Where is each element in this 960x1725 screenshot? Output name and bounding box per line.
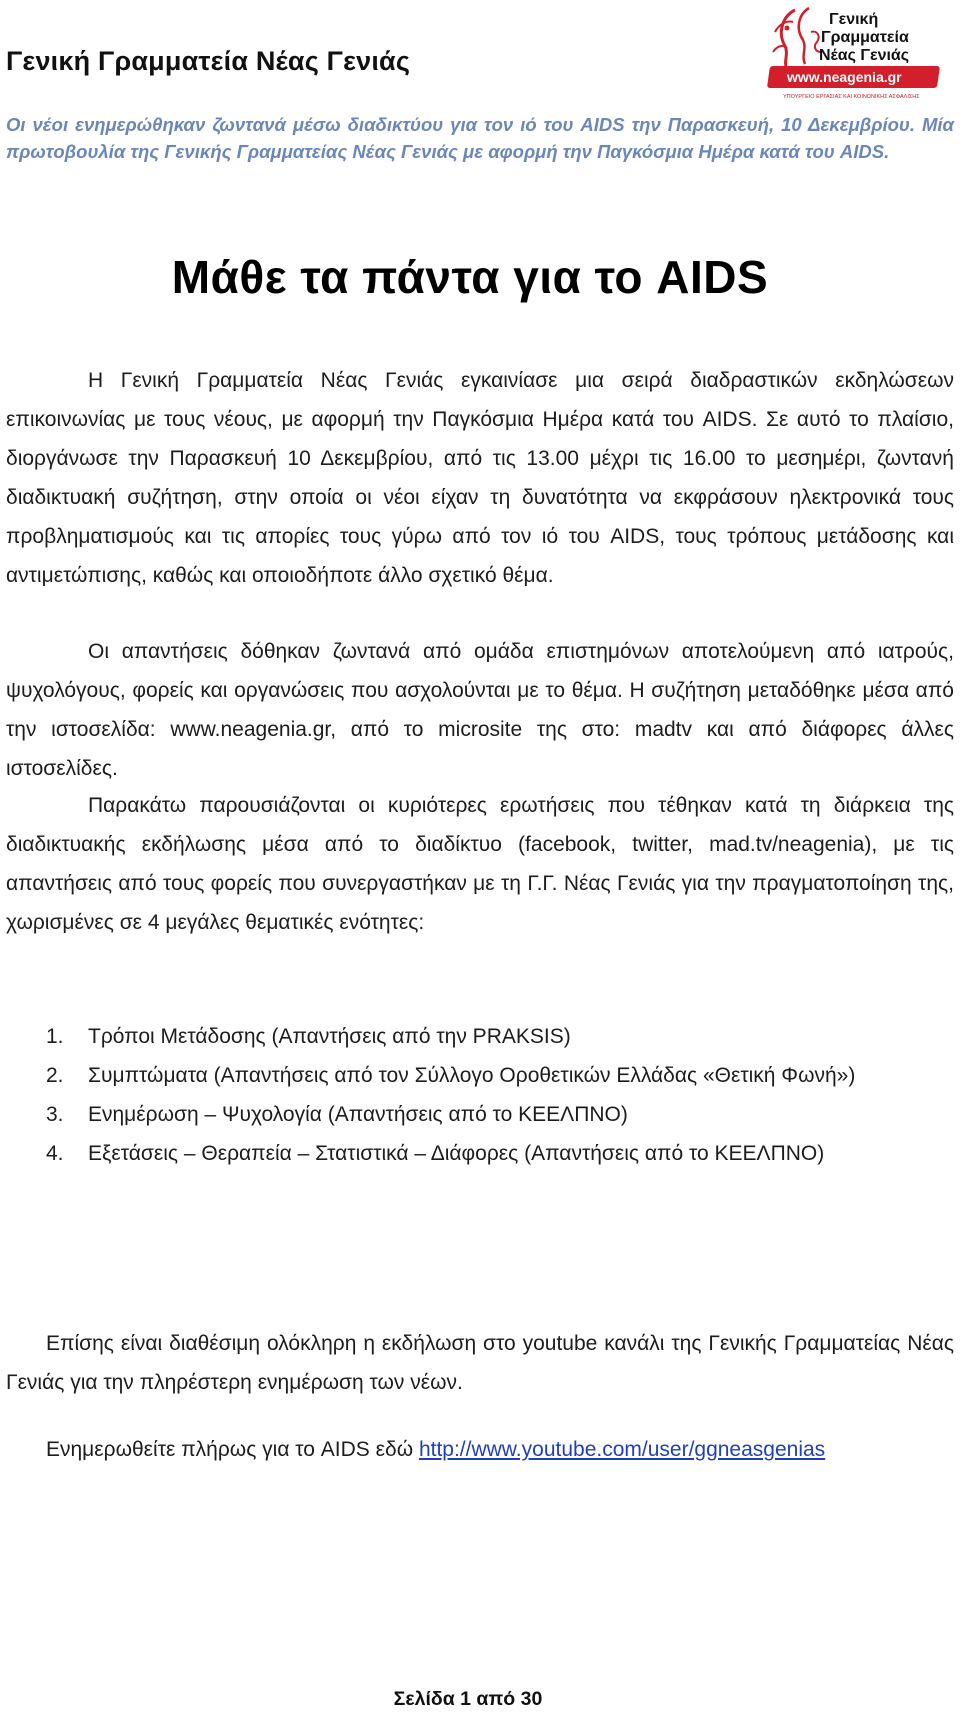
logo-ministry: ΥΠΟΥΡΓΕΙΟ ΕΡΓΑΣΙΑΣ ΚΑΙ ΚΟΙΝΩΝΙΚΗΣ ΑΣΦΑΛΙΣΗΣ: [783, 94, 920, 100]
page-number-footer: Σελίδα 1 από 30: [393, 1688, 543, 1710]
topic-text: Εξετάσεις – Θεραπεία – Στατιστικά – Διάφορες (Απαντήσεις από το ΚΕΕΛΠΝΟ): [88, 1142, 825, 1165]
intro-summary: Οι νέοι ενημερώθηκαν ζωντανά μέσω διαδικτύου για τον ιό του AIDS την Παρασκευή, 10 Δεκεμβρίου. Μία πρωτοβουλία της Γενικής Γραμματείας Νέας Γενιάς με αφορμή την Παγκόσμια Ημέρα κατά του AIDS.: [6, 114, 954, 162]
organization-logo: [765, 2, 955, 106]
paragraph-3: Παρακάτω παρουσιάζονται οι κυριότερες ερωτήσεις που τέθηκαν κατά τη διάρκεια της διαδικτυακής εκδήλωσης μέσα από το διαδίκτυο (facebook, twitter, mad.tv/neagenia), με τις απαντήσεις από τους φορείς που συνεργαστήκαν με τη Γ.Γ. Νέας Γενιάς για την πραγματοποίηση της, χωρισμένες σε 4 μεγάλες θεματικές ενότητες:: [6, 794, 954, 934]
topic-number: 3.: [46, 1103, 64, 1126]
paragraph-1: Η Γενική Γραμματεία Νέας Γενιάς εγκαινίασε μια σειρά διαδραστικών εκδηλώσεων επικοινωνίας με τους νέους, με αφορμή την Παγκόσμια Ημέρα κατά του AIDS. Σε αυτό το πλαίσιο, διοργάνωσε την Παρασκευή 10 Δεκεμβρίου, από τις 13.00 μέχρι τις 16.00 το μεσημέρι, ζωντανή διαδικτυακή συζήτηση, στην οποία οι νέοι είχαν τη δυνατότητα να εκφράσουν ηλεκτρονικά τους προβληματισμούς και τις απορίες τους γύρω από τον ιό του AIDS, τους τρόπους μετάδοσης και αντιμετώπισης, καθώς και οποιοδήποτε άλλο σχετικό θέμα.: [6, 369, 954, 587]
topic-number: 1.: [46, 1025, 64, 1048]
topic-item: [6, 1017, 954, 1056]
main-title: Μάθε τα πάντα για το AIDS: [171, 251, 769, 303]
topic-number: 2.: [46, 1064, 64, 1087]
logo-text-line2: Γραμματεία: [821, 29, 909, 46]
topics-list: [6, 1017, 954, 1173]
topic-text: Συμπτώματα (Απαντήσεις από τον Σύλλογο Οροθετικών Ελλάδας «Θετική Φωνή»): [88, 1064, 856, 1087]
topic-item: [6, 1134, 954, 1173]
youtube-channel-link[interactable]: http://www.youtube.com/user/ggneasgenias: [418, 1438, 826, 1461]
paragraph-2: Οι απαντήσεις δόθηκαν ζωντανά από ομάδα επιστημόνων αποτελούμενη από ιατρούς, ψυχολόγους, φορείς και οργανώσεις που ασχολούνται με το θέμα. Η συζήτηση μεταδόθηκε μέσα από την ιστοσελίδα: www.neagenia.gr, από το microsite της στο: madtv και από διάφορες άλλες ιστοσελίδες.: [6, 640, 954, 780]
info-line: [46, 1438, 825, 1462]
header-title: Γενική Γραμματεία Νέας Γενιάς: [6, 46, 411, 76]
topic-text: Ενημέρωση – Ψυχολογία (Απαντήσεις από το ΚΕΕΛΠΝΟ): [88, 1103, 628, 1126]
topic-item: [6, 1095, 954, 1134]
logo-text-line1: Γενική: [829, 11, 879, 28]
topic-text: Τρόποι Μετάδοσης (Απαντήσεις από την PRAKSIS): [88, 1025, 571, 1048]
logo-url: www.neagenia.gr: [787, 69, 902, 85]
paragraph-4: Επίσης είναι διαθέσιμη ολόκληρη η εκδήλωση στο youtube κανάλι της Γενικής Γραμματείας Νέας Γενιάς για την πληρέστερη ενημέρωση των νέων.: [6, 1332, 954, 1394]
topic-number: 4.: [46, 1142, 64, 1165]
info-line-text: Ενημερωθείτε πλήρως για το AIDS εδώ: [46, 1438, 419, 1461]
topic-item: [6, 1056, 954, 1095]
logo-text-line3: Νέας Γενιάς: [819, 47, 910, 64]
